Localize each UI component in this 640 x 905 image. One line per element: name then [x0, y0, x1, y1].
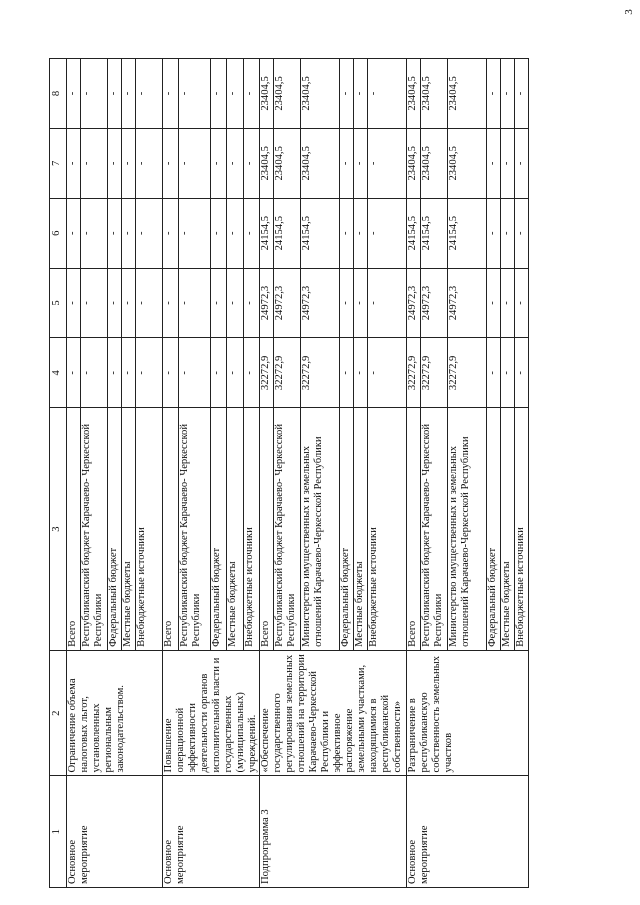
value-cell: - [136, 59, 163, 129]
value-cell: 24972,3 [421, 268, 448, 338]
value-cell: - [163, 59, 179, 129]
funding-source-cell: Местные бюджеты [501, 408, 515, 651]
value-cell: - [163, 268, 179, 338]
value-cell: - [243, 198, 259, 268]
value-cell: - [163, 338, 179, 408]
value-cell: 24972,3 [260, 268, 274, 338]
value-cell: 32272,9 [260, 338, 274, 408]
budget-table [49, 58, 529, 888]
value-cell: 32272,9 [274, 338, 301, 408]
value-cell: - [122, 338, 136, 408]
value-cell: - [487, 198, 501, 268]
funding-source-cell: Всего [163, 408, 179, 651]
header-cell: 3 [50, 408, 67, 651]
value-cell: - [136, 198, 163, 268]
value-cell: - [227, 268, 243, 338]
value-cell: 24972,3 [407, 268, 421, 338]
value-cell: 24154,5 [260, 198, 274, 268]
funding-source-cell: Федеральный бюджет [210, 408, 226, 651]
funding-source-cell: Всего [407, 408, 421, 651]
value-cell: - [227, 128, 243, 198]
value-cell: - [340, 268, 354, 338]
value-cell: - [210, 128, 226, 198]
funding-source-cell: Федеральный бюджет [108, 408, 122, 651]
value-cell: - [243, 268, 259, 338]
value-cell: - [81, 268, 108, 338]
value-cell: - [136, 128, 163, 198]
value-cell: 23404,5 [448, 128, 487, 198]
header-cell: 2 [50, 650, 67, 776]
value-cell: 24154,5 [448, 198, 487, 268]
value-cell: - [179, 338, 211, 408]
header-cell: 8 [50, 59, 67, 129]
value-cell: - [179, 59, 211, 129]
funding-source-cell: Федеральный бюджет [487, 408, 501, 651]
funding-source-cell: Республиканский бюджет Карачаево- Черкесской Республики [421, 408, 448, 651]
value-cell: - [210, 59, 226, 129]
value-cell: - [81, 59, 108, 129]
value-cell: 23404,5 [274, 59, 301, 129]
value-cell: - [501, 338, 515, 408]
value-cell: - [368, 268, 407, 338]
value-cell: - [108, 268, 122, 338]
funding-source-cell: Местные бюджеты [354, 408, 368, 651]
value-cell: - [487, 338, 501, 408]
value-cell: - [515, 338, 529, 408]
activity-title-cell: Повышение операционной эффективности деятельности органов исполнительной власти и государственных (муниципальных) учреждений. [163, 650, 260, 776]
value-cell: - [210, 268, 226, 338]
header-row [50, 59, 67, 888]
value-cell: 23404,5 [421, 128, 448, 198]
funding-source-cell: Республиканский бюджет Карачаево- Черкесской Республики [81, 408, 108, 651]
value-cell: 24154,5 [421, 198, 448, 268]
value-cell: - [501, 128, 515, 198]
funding-source-cell: Федеральный бюджет [340, 408, 354, 651]
value-cell: - [487, 268, 501, 338]
value-cell: - [243, 128, 259, 198]
value-cell: - [67, 59, 81, 129]
value-cell: - [122, 198, 136, 268]
value-cell: - [179, 198, 211, 268]
value-cell: - [67, 268, 81, 338]
value-cell: - [340, 198, 354, 268]
value-cell: - [487, 59, 501, 129]
value-cell: - [501, 198, 515, 268]
activity-title-cell: «Обеспечение государственного регулирования земельных отношений на территории Карачаево-Черкесской Республики и эффективное распоряжение земельными участками, находящимися в республиканской собственности» [260, 650, 407, 776]
value-cell: 24154,5 [301, 198, 340, 268]
value-cell: - [487, 128, 501, 198]
page-number: 3 [622, 9, 635, 15]
header-cell: 5 [50, 268, 67, 338]
funding-source-cell: Всего [67, 408, 81, 651]
activity-title-cell: Ограничение объема налоговых льгот, установленных региональным законодательством. [67, 650, 163, 776]
table-row [260, 59, 274, 888]
value-cell: - [210, 198, 226, 268]
value-cell: - [67, 198, 81, 268]
funding-source-cell: Внебюджетные источники [515, 408, 529, 651]
value-cell: - [243, 338, 259, 408]
value-cell: 23404,5 [407, 128, 421, 198]
value-cell: - [210, 338, 226, 408]
value-cell: - [136, 338, 163, 408]
value-cell: - [368, 198, 407, 268]
value-cell: - [108, 338, 122, 408]
value-cell: 32272,9 [407, 338, 421, 408]
value-cell: - [108, 59, 122, 129]
value-cell: - [515, 198, 529, 268]
value-cell: - [354, 59, 368, 129]
value-cell: 23404,5 [260, 128, 274, 198]
value-cell: - [67, 128, 81, 198]
value-cell: - [163, 198, 179, 268]
funding-source-cell: Местные бюджеты [122, 408, 136, 651]
value-cell: - [108, 128, 122, 198]
value-cell: - [136, 268, 163, 338]
value-cell: 32272,9 [448, 338, 487, 408]
value-cell: 23404,5 [421, 59, 448, 129]
table-row [163, 59, 179, 888]
value-cell: - [354, 128, 368, 198]
value-cell: - [354, 338, 368, 408]
value-cell: 23404,5 [407, 59, 421, 129]
value-cell: 23404,5 [301, 128, 340, 198]
funding-source-cell: Республиканский бюджет Карачаево- Черкесской Республики [274, 408, 301, 651]
funding-source-cell: Внебюджетные источники [136, 408, 163, 651]
value-cell: - [340, 59, 354, 129]
value-cell: - [354, 268, 368, 338]
value-cell: 24154,5 [407, 198, 421, 268]
value-cell: - [354, 198, 368, 268]
value-cell: - [108, 198, 122, 268]
header-cell: 1 [50, 776, 67, 888]
value-cell: - [340, 338, 354, 408]
value-cell: - [122, 268, 136, 338]
value-cell: 24972,3 [274, 268, 301, 338]
value-cell: - [368, 59, 407, 129]
value-cell: - [515, 128, 529, 198]
header-cell: 6 [50, 198, 67, 268]
funding-source-cell: Внебюджетные источники [368, 408, 407, 651]
value-cell: - [501, 59, 515, 129]
value-cell: - [501, 268, 515, 338]
value-cell: - [81, 128, 108, 198]
value-cell: - [227, 59, 243, 129]
rotated-page [49, 58, 629, 888]
activity-type-cell: Основное мероприятие [163, 776, 260, 888]
value-cell: 23404,5 [301, 59, 340, 129]
value-cell: 32272,9 [421, 338, 448, 408]
value-cell: 23404,5 [274, 128, 301, 198]
value-cell: 24972,3 [448, 268, 487, 338]
value-cell: - [515, 59, 529, 129]
funding-source-cell: Всего [260, 408, 274, 651]
value-cell: 23404,5 [260, 59, 274, 129]
value-cell: - [515, 268, 529, 338]
value-cell: - [122, 128, 136, 198]
value-cell: - [368, 338, 407, 408]
value-cell: - [368, 128, 407, 198]
value-cell: 24972,3 [301, 268, 340, 338]
value-cell: - [179, 268, 211, 338]
funding-source-cell: Местные бюджеты [227, 408, 243, 651]
funding-source-cell: Внебюджетные источники [243, 408, 259, 651]
header-cell: 7 [50, 128, 67, 198]
table-row [407, 59, 421, 888]
value-cell: - [243, 59, 259, 129]
activity-type-cell: Подпрограмма 3 [260, 776, 407, 888]
value-cell: 24154,5 [274, 198, 301, 268]
value-cell: - [227, 338, 243, 408]
value-cell: - [179, 128, 211, 198]
funding-source-cell: Министерство имущественных и земельных отношений Карачаево-Черкесской Республики [448, 408, 487, 651]
value-cell: 23404,5 [448, 59, 487, 129]
activity-type-cell: Основное мероприятие [67, 776, 163, 888]
value-cell: - [81, 198, 108, 268]
value-cell: - [122, 59, 136, 129]
value-cell: - [340, 128, 354, 198]
activity-type-cell: Основное мероприятие [407, 776, 529, 888]
funding-source-cell: Министерство имущественных и земельных отношений Карачаево-Черкесской Республики [301, 408, 340, 651]
value-cell: - [227, 198, 243, 268]
activity-title-cell: Разграничение в республиканскую собственность земельных участков [407, 650, 529, 776]
table-row [67, 59, 81, 888]
header-cell: 4 [50, 338, 67, 408]
value-cell: - [163, 128, 179, 198]
funding-source-cell: Республиканский бюджет Карачаево- Черкесской Республики [179, 408, 211, 651]
value-cell: - [67, 338, 81, 408]
value-cell: - [81, 338, 108, 408]
value-cell: 32272,9 [301, 338, 340, 408]
